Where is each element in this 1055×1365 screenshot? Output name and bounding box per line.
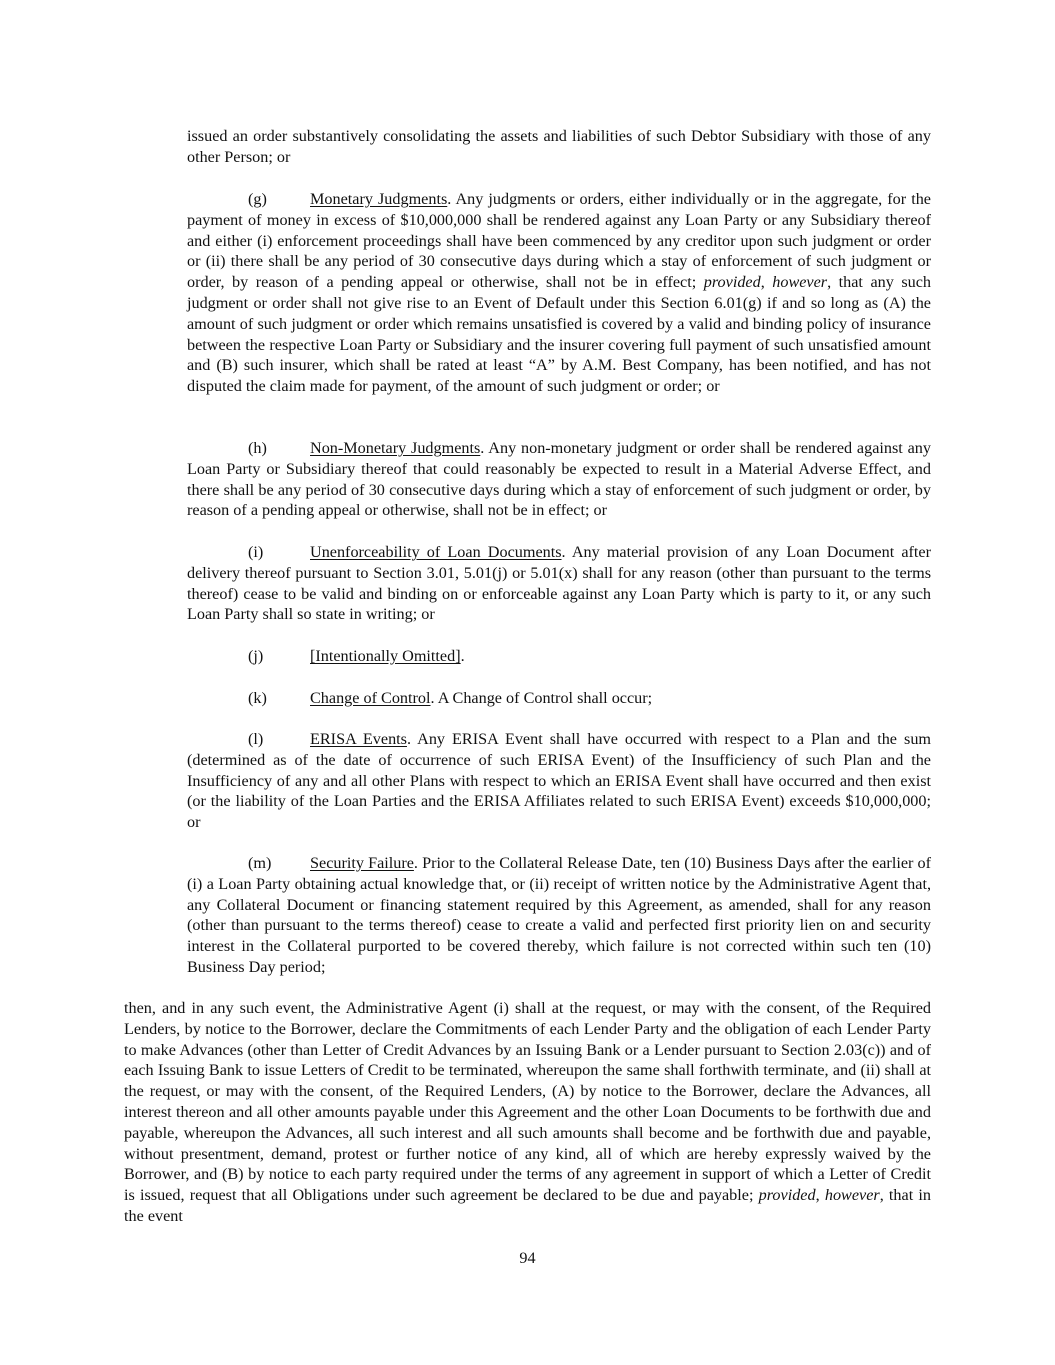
clause-k-label: (k)	[248, 689, 267, 707]
closing-provided: provided	[758, 1186, 816, 1205]
clause-h-label: (h)	[248, 439, 267, 457]
clause-i-text: . Any material provision of any Loan Document after delivery thereof pursuant to Section 3.01, 5.01(j) or 5.01(x) shall for any reason (other than pursuant to the terms thereof) cease to be valid and binding on or enforceable against any Loan Party which is party to it, or any such Loan Party shall so state in writing; or	[187, 543, 931, 624]
closing-text-cont: , that in the event	[124, 1186, 931, 1225]
clause-k-title: Change of Control	[310, 689, 431, 707]
clause-h-title: Non-Monetary Judgments	[310, 439, 481, 457]
clause-h	[187, 438, 931, 521]
clause-g-text: . Any judgments or orders, either individually or in the aggregate, for the payment of money in excess of $10,000,000 shall be rendered against any Loan Party or any Subsidiary thereof and either (i) enforcement proceedings shall have been commenced by any creditor upon such judgment or order or (ii) there shall be any period of 30 consecutive days during which a stay of enforcement of such judgment or order, by reason of a pending appeal or otherwise, shall not be in effect;	[187, 190, 931, 292]
clause-f-continuation	[187, 126, 931, 168]
closing-paragraph	[124, 998, 931, 1227]
clause-m	[187, 853, 931, 978]
clause-l-label: (l)	[248, 730, 264, 748]
clause-m-label: (m)	[248, 854, 272, 872]
clause-l-text: . Any ERISA Event shall have occurred with respect to a Plan and the sum (determined as of the date of occurrence of such ERISA Event) of the Insufficiency of such Plan and the Insufficiency of any and all other Plans with respect to which an ERISA Event shall have occurred and then exist (or the liability of the Loan Parties and the ERISA Affiliates related to such ERISA Event) exceeds $10,000,000; or	[187, 730, 932, 832]
clause-j-label: (j)	[248, 647, 264, 665]
clause-l	[187, 729, 931, 833]
clause-j	[187, 646, 931, 667]
clause-h-text: . Any non-monetary judgment or order shall be rendered against any Loan Party or Subsidiary thereof that could reasonably be expected to result in a Material Adverse Effect, and there shall be any period of 30 consecutive days during which a stay of enforcement of such judgment or order, by reason of a pending appeal or otherwise, shall not be in effect; or	[187, 439, 931, 520]
clause-g-comma: ,	[760, 273, 773, 292]
clause-g-text-cont: , that any such judgment or order shall not give rise to an Event of Default under this Section 6.01(g) if and so long as (A) the amount of such judgment or order which remains unsatisfied is covered by a valid and binding policy of insurance between the respective Loan Party or Subsidiary and the insurer covering full payment of such unsatisfied amount and (B) such insurer, which shall be rated at least “A” by A.M. Best Company, has been notified, and has not disputed the claim made for payment, of the amount of such judgment or order; or	[187, 273, 931, 396]
clause-g	[187, 189, 931, 397]
clause-i-label: (i)	[248, 543, 264, 561]
clause-g-however: however	[772, 273, 828, 292]
clause-m-title: Security Failure	[310, 854, 414, 872]
clause-k	[187, 688, 931, 709]
closing-however: however	[824, 1186, 880, 1205]
clause-f-text: issued an order substantively consolidating the assets and liabilities of such Debtor Subsidiary with those of any other Person; or	[187, 127, 931, 166]
clause-g-title: Monetary Judgments	[310, 190, 448, 208]
clause-j-title: [Intentionally Omitted]	[310, 647, 461, 665]
closing-comma: ,	[815, 1186, 825, 1205]
clause-i-title: Unenforceability of Loan Documents	[310, 543, 562, 561]
clause-l-title: ERISA Events	[310, 730, 407, 748]
clause-k-text: . A Change of Control shall occur;	[430, 689, 653, 707]
closing-text: then, and in any such event, the Administrative Agent (i) shall at the request, or may with the consent, of the Required Lenders, by notice to the Borrower, declare the Commitments of each Lender Party and the obligation of each Lender Party to make Advances (other than Letter of Credit Advances by an Issuing Bank or a Lender pursuant to Section 2.03(c)) and of each Issuing Bank to issue Letters of Credit to be terminated, whereupon the same shall forthwith terminate, and (ii) shall at the request, or may with the consent, of the Required Lenders, (A) by notice to the Borrower, declare the Advances, all interest thereon and all other amounts payable under this Agreement and the other Loan Documents to be forthwith due and payable, whereupon the Advances, all such interest and all such amounts shall become and be forthwith due and payable, without presentment, demand, protest or further notice of any kind, all of which are hereby expressly waived by the Borrower, and (B) by notice to each party required under the terms of any agreement in support of which a Letter of Credit is issued, request that all Obligations under such agreement be declared to be due and payable;	[124, 999, 931, 1205]
clause-m-text: . Prior to the Collateral Release Date, ten (10) Business Days after the earlier of (i) a Loan Party obtaining actual knowledge that, or (ii) receipt of written notice by the Administrative Agent that, any Collateral Document or financing statement required by this Agreement, as amended, shall for any reason (other than pursuant to the terms thereof) cease to create a valid and perfected first priority lien on and security interest in the Collateral purported to be covered thereby, which failure is not corrected within such ten (10) Business Day period;	[187, 854, 931, 976]
clause-i	[187, 542, 931, 625]
clause-g-label: (g)	[248, 190, 267, 208]
page-number: 94	[519, 1249, 536, 1267]
clause-g-provided: provided	[703, 273, 761, 292]
clause-j-text: .	[460, 647, 465, 665]
